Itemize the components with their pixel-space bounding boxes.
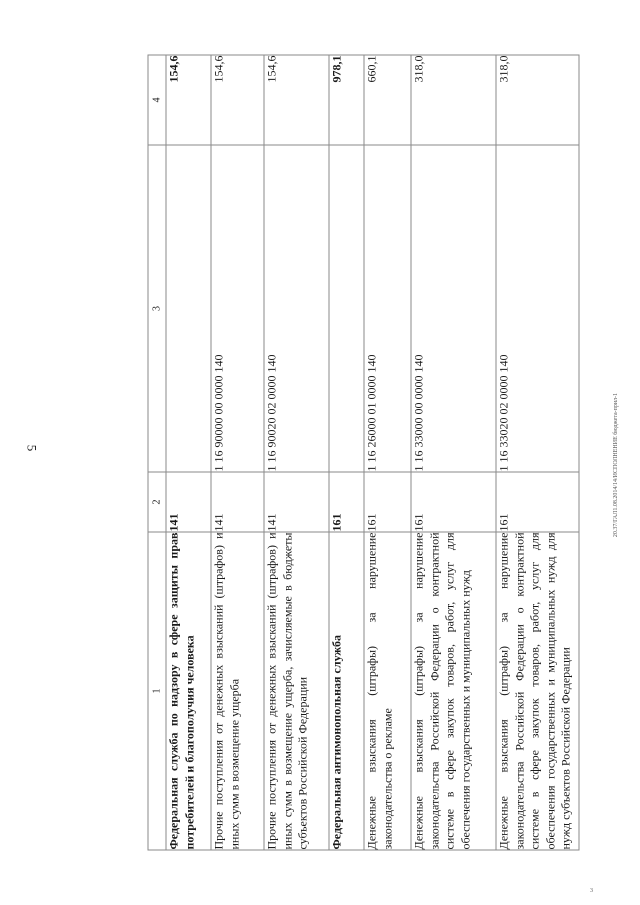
footer-file-code: 20.37/ГАЛ1.08.2014/14/ИСПОЛНЕНИЕ бюджета-прил-1 <box>613 392 619 538</box>
corner-mark: 3 <box>590 888 593 894</box>
row-admin-code: 161 <box>364 472 411 532</box>
row-kbk-code: 1 16 33020 02 0000 140 <box>496 145 579 472</box>
row-amount: 154,6 <box>166 55 211 145</box>
table-row <box>411 55 496 850</box>
row-admin-code: 161 <box>496 472 579 532</box>
row-kbk-code <box>329 145 364 472</box>
row-kbk-code: 1 16 90000 00 0000 140 <box>211 145 264 472</box>
table-row <box>329 55 364 850</box>
table-row <box>211 55 264 850</box>
row-name: Федеральная антимонопольная служба <box>329 532 364 850</box>
row-name: Денежные взыскания (штрафы) за нарушение законодательства Российской Федерации о контрактной системе в сфере закупок товаров, работ, услуг для обеспечения государственных и муниципальных нужд <box>411 532 496 850</box>
table-row <box>496 55 579 850</box>
row-kbk-code: 1 16 90020 02 0000 140 <box>264 145 329 472</box>
row-kbk-code: 1 16 26000 01 0000 140 <box>364 145 411 472</box>
rotated-sheet <box>148 56 638 851</box>
row-admin-code: 141 <box>211 472 264 532</box>
row-amount: 978,1 <box>329 55 364 145</box>
table-header-row <box>148 55 166 850</box>
header-col-2: 2 <box>148 472 166 532</box>
header-col-3: 3 <box>148 145 166 472</box>
row-kbk-code: 1 16 33000 00 0000 140 <box>411 145 496 472</box>
table-row <box>364 55 411 850</box>
row-amount: 318,0 <box>496 55 579 145</box>
row-amount: 318,0 <box>411 55 496 145</box>
page-number: 5 <box>24 444 40 452</box>
row-name: Денежные взыскания (штрафы) за нарушение законодательства Российской Федерации о контрактной системе в сфере закупок товаров, работ, услуг для обеспечения государственных и муниципальных нужд для нужд субъектов Российской Федерации <box>496 532 579 850</box>
table-row <box>264 55 329 850</box>
row-name: Денежные взыскания (штрафы) за нарушение законодательства о рекламе <box>364 532 411 850</box>
budget-revenue-table <box>148 55 580 851</box>
row-name: Федеральная служба по надзору в сфере защиты прав потребителей и благополучия человека <box>166 532 211 850</box>
row-admin-code: 141 <box>166 472 211 532</box>
row-admin-code: 141 <box>264 472 329 532</box>
row-amount: 154,6 <box>211 55 264 145</box>
table-row <box>166 55 211 850</box>
row-admin-code: 161 <box>411 472 496 532</box>
row-amount: 154,6 <box>264 55 329 145</box>
row-name: Прочие поступления от денежных взысканий (штрафов) и иных сумм в возмещение ущерба, зачисляемые в бюджеты субъектов Российской Федерации <box>264 532 329 850</box>
header-col-1: 1 <box>148 532 166 850</box>
row-kbk-code <box>166 145 211 472</box>
row-amount: 660,1 <box>364 55 411 145</box>
header-col-4: 4 <box>148 55 166 145</box>
row-name: Прочие поступления от денежных взысканий (штрафов) и иных сумм в возмещение ущерба <box>211 532 264 850</box>
row-admin-code: 161 <box>329 472 364 532</box>
